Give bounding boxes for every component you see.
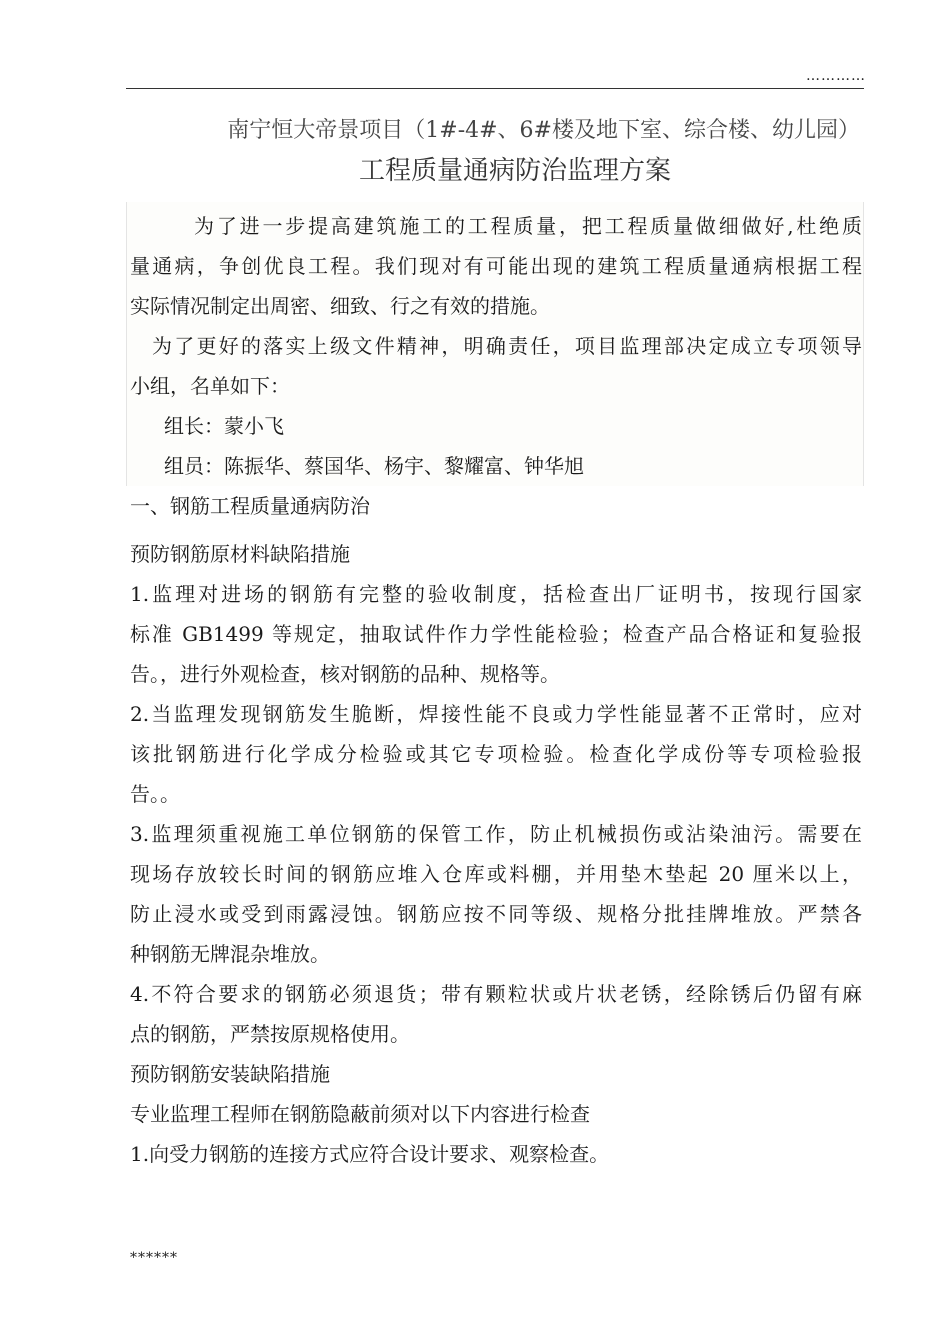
item-line: 4.不符合要求的钢筋必须退货；带有颗粒状或片状老锈，经除锈后仍留有麻 [130,982,862,1006]
item-line: 3.监理须重视施工单位钢筋的保管工作，防止机械损伤或沾染油污。需要在 [130,822,862,846]
item-line: 标准 GB1499 等规定，抽取试件作力学性能检验；检查产品合格证和复验报 [130,622,862,646]
team-members: 组员：陈振华、蔡国华、杨宇、黎耀富、钟华旭 [164,454,584,478]
footer-marker: ****** [130,1250,178,1266]
item-line: 2.当监理发现钢筋发生脆断，焊接性能不良或力学性能显著不正常时，应对 [130,702,862,726]
subsection-heading: 预防钢筋原材料缺陷措施 [130,542,350,566]
item-line: 点的钢筋，严禁按原规格使用。 [130,1022,410,1046]
item-line: 1.向受力钢筋的连接方式应符合设计要求、观察检查。 [130,1142,610,1166]
header-rule [126,88,864,89]
intro-line: 量通病，争创优良工程。我们现对有可能出现的建筑工程质量通病根据工程 [130,254,862,278]
intro-line: 实际情况制定出周密、细致、行之有效的措施。 [130,294,550,318]
item-line: 专业监理工程师在钢筋隐蔽前须对以下内容进行检查 [130,1102,590,1126]
item-line: 现场存放较长时间的钢筋应堆入仓库或料棚，并用垫木垫起 20 厘米以上， [130,862,862,886]
item-line: 告。，进行外观检查，核对钢筋的品种、规格等。 [130,662,560,686]
item-line: 1.监理对进场的钢筋有完整的验收制度，括检查出厂证明书，按现行国家 [130,582,862,606]
item-line: 种钢筋无牌混杂堆放。 [130,942,330,966]
item-line: 告。。 [130,782,180,806]
header-marker: ………… [806,68,866,84]
intro-line: 为了进一步提高建筑施工的工程质量，把工程质量做细做好,杜绝质 [194,214,862,238]
item-line: 防止浸水或受到雨露浸蚀。钢筋应按不同等级、规格分批挂牌堆放。严禁各 [130,902,862,926]
team-leader: 组长：蒙小飞 [164,414,284,438]
intro-line: 为了更好的落实上级文件精神，明确责任，项目监理部决定成立专项领导 [152,334,862,358]
section-heading: 一、钢筋工程质量通病防治 [130,494,370,518]
document-title: 工程质量通病防治监理方案 [358,156,671,186]
intro-line: 小组，名单如下： [130,374,290,398]
item-line: 该批钢筋进行化学成分检验或其它专项检验。检查化学成份等专项检验报 [130,742,862,766]
subsection-heading: 预防钢筋安装缺陷措施 [130,1062,330,1086]
document-subtitle: 南宁恒大帝景项目（1#-4#、6#楼及地下室、综合楼、幼儿园） [227,118,860,143]
